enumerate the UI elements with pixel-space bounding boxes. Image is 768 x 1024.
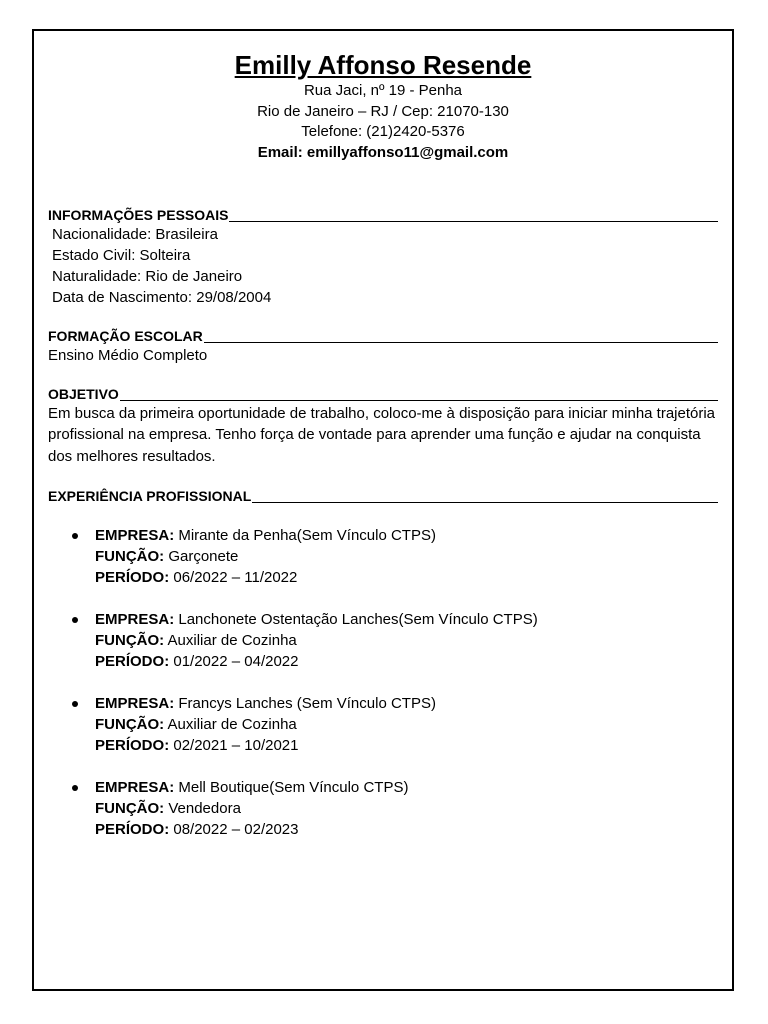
city-line: Rio de Janeiro – RJ / Cep: 21070-130 [257,102,509,120]
experience-company: Mell Boutique(Sem Vínculo CTPS) [174,779,409,796]
address-line: Rua Jaci, nº 19 - Penha [303,82,463,99]
personal-marital-status: Estado Civil: Solteira [52,247,191,264]
personal-info-section [48,206,718,308]
phone-line: Telefone: (21)2420-5376 [301,123,465,140]
section-title-personal: INFORMAÇÕES PESSOAIS [48,206,718,224]
experience-period: 06/2022 – 11/2022 [169,569,298,586]
resume-header [34,49,732,163]
section-rule [229,221,718,222]
email-line: Email: emillyaffonso11@gmail.com [257,143,509,161]
objective-text: Em busca da primeira oportunidade de trabalho, coloco-me à disposição para iniciar minha trajetória profissional na empresa. Tenho força de vontade para aprender uma função e ajudar na conquista dos melhores resultados. [48,405,716,465]
experience-company: Francys Lanches (Sem Vínculo CTPS) [174,695,436,712]
experience-role: Garçonete [164,548,239,565]
experience-period: 02/2021 – 10/2021 [169,737,299,754]
experience-item: EMPRESA: Lanchonete Ostentação Lanches(Sem Vínculo CTPS) FUNÇÃO: Auxiliar de Cozinha PERÍODO: 01/2022 – 04/2022 [70,609,710,672]
experience-company: Lanchonete Ostentação Lanches(Sem Vínculo CTPS) [174,611,538,628]
section-title-education: FORMAÇÃO ESCOLAR [48,327,718,345]
experience-item: EMPRESA: Francys Lanches (Sem Vínculo CTPS) FUNÇÃO: Auxiliar de Cozinha PERÍODO: 02/2021 – 10/2021 [70,693,710,756]
experience-list [70,525,710,861]
bullet-icon [72,617,78,623]
education-section [48,327,718,366]
section-rule [120,400,718,401]
experience-role: Vendedora [164,800,241,817]
section-rule [252,502,718,503]
personal-birthplace: Naturalidade: Rio de Janeiro [52,268,243,285]
personal-nationality: Nacionalidade: Brasileira [52,226,218,243]
experience-section [48,487,718,505]
experience-period: 08/2022 – 02/2023 [169,821,299,838]
section-title-objective: OBJETIVO [48,385,718,403]
section-title-experience: EXPERIÊNCIA PROFISSIONAL [48,487,718,505]
bullet-icon [72,533,78,539]
candidate-name: Emilly Affonso Resende [234,50,532,80]
experience-role: Auxiliar de Cozinha [164,632,297,649]
experience-period: 01/2022 – 04/2022 [169,653,299,670]
experience-item: EMPRESA: Mirante da Penha(Sem Vínculo CTPS) FUNÇÃO: Garçonete PERÍODO: 06/2022 – 11/2022 [70,525,710,588]
experience-company: Mirante da Penha(Sem Vínculo CTPS) [174,527,436,544]
bullet-icon [72,785,78,791]
personal-birthdate: Data de Nascimento: 29/08/2004 [52,289,272,306]
bullet-icon [72,701,78,707]
experience-role: Auxiliar de Cozinha [164,716,297,733]
objective-section [48,385,718,467]
section-rule [204,342,718,343]
resume-page [32,29,734,991]
experience-item: EMPRESA: Mell Boutique(Sem Vínculo CTPS) FUNÇÃO: Vendedora PERÍODO: 08/2022 – 02/2023 [70,777,710,840]
education-text: Ensino Médio Completo [48,347,208,364]
